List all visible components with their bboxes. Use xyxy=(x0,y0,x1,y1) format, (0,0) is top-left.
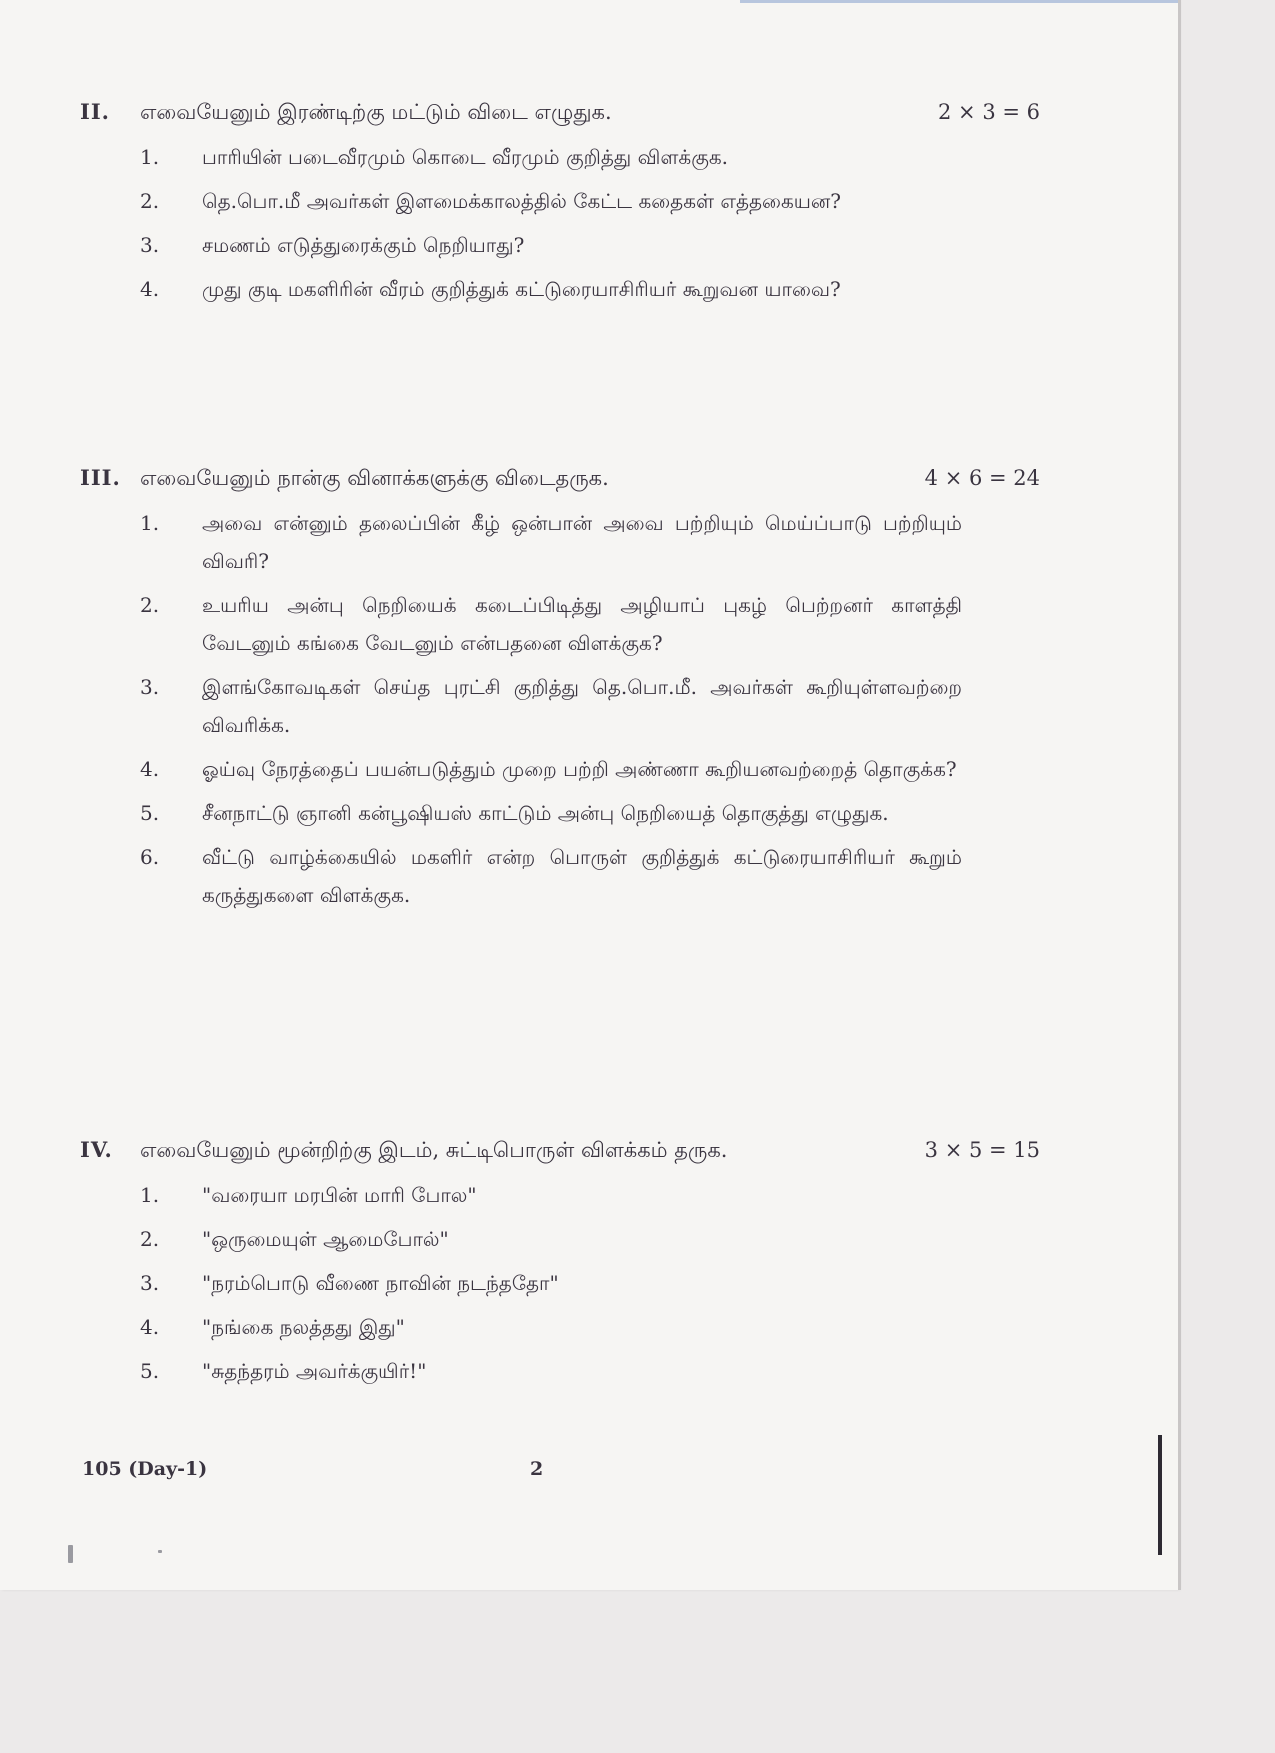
question xyxy=(140,504,1040,580)
question xyxy=(140,1176,1040,1214)
question-text: "வரையா மரபின் மாரி போல" xyxy=(202,1183,477,1207)
section-header xyxy=(80,458,1040,498)
section-instruction: எவையேனும் நான்கு வினாக்களுக்கு விடைதருக. xyxy=(140,466,609,490)
question-text: உயரிய அன்பு நெறியைக் கடைப்பிடித்து அழியாப் புகழ் பெற்றனர் காளத்தி வேடனும் கங்கை வேடனும் என்பதனை விளக்குக? xyxy=(202,593,962,655)
question-text: வீட்டு வாழ்க்கையில் மகளிர் என்ற பொருள் குறித்துக் கட்டுரையாசிரியர் கூறும் கருத்துகளை விளக்குக. xyxy=(202,845,962,907)
question xyxy=(140,270,1040,308)
section-number: III. xyxy=(80,465,121,490)
question xyxy=(140,668,1040,744)
section-iv xyxy=(80,1130,1040,1390)
question-text: சமணம் எடுத்துரைக்கும் நெறியாது? xyxy=(202,233,525,257)
question-text: "சுதந்தரம் அவர்க்குயிர்!" xyxy=(202,1359,427,1383)
question xyxy=(140,586,1040,662)
question-number: 1. xyxy=(140,145,160,169)
question xyxy=(140,794,1040,832)
paper-code: 105 (Day-1) xyxy=(82,1458,208,1480)
section-number: II. xyxy=(80,99,110,124)
question-text: அவை என்னும் தலைப்பின் கீழ் ஒன்பான் அவை பற்றியும் மெய்ப்பாடு பற்றியும் விவரி? xyxy=(202,511,962,573)
question-text: "ஒருமையுள் ஆமைபோல்" xyxy=(202,1227,449,1251)
section-ii xyxy=(80,92,1040,308)
margin-mark xyxy=(1158,1435,1162,1555)
section-instruction: எவையேனும் இரண்டிற்கு மட்டும் விடை எழுதுக. xyxy=(140,100,612,124)
question-number: 3. xyxy=(140,233,160,257)
section-instruction: எவையேனும் மூன்றிற்கு இடம், சுட்டிபொருள் விளக்கம் தருக. xyxy=(140,1138,728,1162)
section-header xyxy=(80,1130,1040,1170)
question-text: "நரம்பொடு வீணை நாவின் நடந்ததோ" xyxy=(202,1271,559,1295)
question xyxy=(140,1308,1040,1346)
question-number: 4. xyxy=(140,1315,160,1339)
question-number: 1. xyxy=(140,1183,160,1207)
question-number: 5. xyxy=(140,801,160,825)
question xyxy=(140,182,1040,220)
page-number: 2 xyxy=(530,1458,544,1480)
section-header xyxy=(80,92,1040,132)
scan-edge-strip xyxy=(740,0,1178,3)
question xyxy=(140,1220,1040,1258)
scan-speck xyxy=(68,1545,73,1563)
question-text: "நங்கை நலத்தது இது" xyxy=(202,1315,405,1339)
section-marks: 3 × 5 = 15 xyxy=(924,1138,1040,1162)
question-text: ஓய்வு நேரத்தைப் பயன்படுத்தும் முறை பற்றி அண்ணா கூறியனவற்றைத் தொகுக்க? xyxy=(202,757,957,781)
question-number: 2. xyxy=(140,189,160,213)
question-number: 1. xyxy=(140,511,160,535)
question xyxy=(140,1264,1040,1302)
question xyxy=(140,838,1040,914)
question-number: 2. xyxy=(140,1227,160,1251)
question-number: 4. xyxy=(140,757,160,781)
question-text: தெ.பொ.மீ அவர்கள் இளமைக்காலத்தில் கேட்ட கதைகள் எத்தகையன? xyxy=(202,189,842,213)
section-marks: 2 × 3 = 6 xyxy=(938,100,1040,124)
question xyxy=(140,750,1040,788)
page-edge xyxy=(1178,0,1181,1590)
question-text: முது குடி மகளிரின் வீரம் குறித்துக் கட்டுரையாசிரியர் கூறுவன யாவை? xyxy=(202,277,841,301)
question xyxy=(140,226,1040,264)
question-text: இளங்கோவடிகள் செய்த புரட்சி குறித்து தெ.பொ.மீ. அவர்கள் கூறியுள்ளவற்றை விவரிக்க. xyxy=(202,675,962,737)
question-number: 2. xyxy=(140,593,160,617)
question-number: 6. xyxy=(140,845,160,869)
scan-speck xyxy=(158,1550,162,1553)
question xyxy=(140,138,1040,176)
question-number: 5. xyxy=(140,1359,160,1383)
question-number: 3. xyxy=(140,675,160,699)
question-number: 3. xyxy=(140,1271,160,1295)
section-number: IV. xyxy=(80,1137,113,1162)
question xyxy=(140,1352,1040,1390)
question-text: பாரியின் படைவீரமும் கொடை வீரமும் குறித்து விளக்குக. xyxy=(202,145,728,169)
section-iii xyxy=(80,458,1040,914)
question-number: 4. xyxy=(140,277,160,301)
section-marks: 4 × 6 = 24 xyxy=(924,466,1040,490)
question-text: சீனநாட்டு ஞானி கன்பூஷியஸ் காட்டும் அன்பு நெறியைத் தொகுத்து எழுதுக. xyxy=(202,801,889,825)
